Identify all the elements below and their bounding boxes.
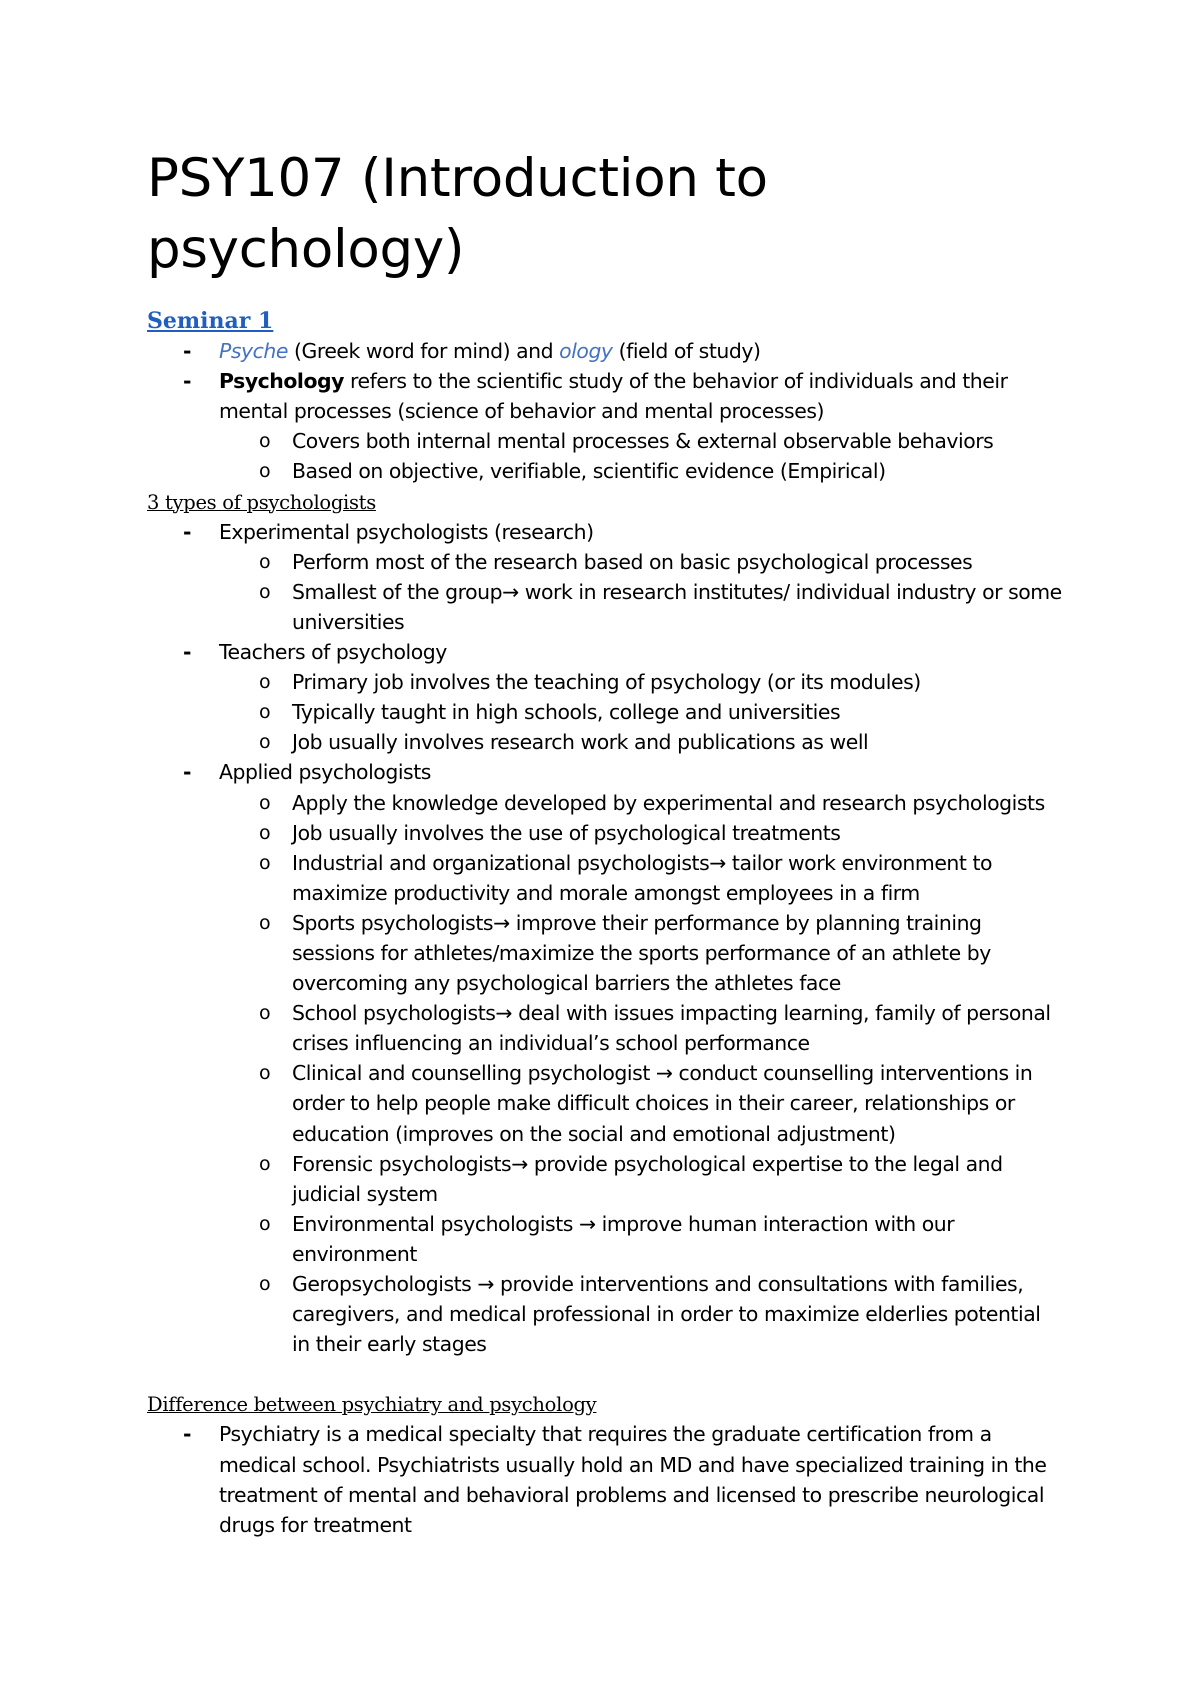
difference-heading-row [147, 1389, 1200, 1419]
type-sublist [219, 547, 1062, 637]
circle-bullet-icon: o [259, 1002, 271, 1025]
list-item [0, 547, 1062, 577]
list-item [0, 848, 1062, 908]
list-item [0, 667, 1062, 697]
circle-bullet-icon: o [259, 701, 271, 724]
list-item [0, 908, 1062, 998]
list-item-text: School psychologists→ deal with issues impacting learning, family of personal crises influencing an individual’s school performance [292, 1001, 1051, 1056]
list-item-text: Primary job involves the teaching of psychology (or its modules) [292, 670, 921, 695]
circle-bullet-icon: o [259, 1152, 271, 1175]
list-item-text: Clinical and counselling psychologist → conduct counselling interventions in order to help people make difficult choices in their career, relationships or education (improves on the social and emotional adjustment) [292, 1061, 1033, 1146]
types-heading-row [147, 487, 1200, 517]
list-item-text: Industrial and organizational psychologists→ tailor work environment to maximize productivity and morale amongst employees in a firm [292, 850, 993, 905]
list-item [0, 1269, 1062, 1359]
list-item-text: Geropsychologists → provide interventions and consultations with families, caregivers, and medical professional in order to maximize elderlies potential in their early stages [292, 1272, 1041, 1357]
dash-bullet-icon: - [183, 369, 192, 394]
list-item-text: Job usually involves research work and publications as well [292, 730, 869, 755]
dash-bullet-icon: - [183, 339, 192, 364]
list-item-text: Covers both internal mental processes & external observable behaviors [292, 429, 994, 454]
list-item [0, 998, 1062, 1058]
list-item [0, 336, 1059, 366]
circle-bullet-icon: o [259, 460, 271, 483]
type-label: Applied psychologists [219, 760, 431, 785]
circle-bullet-icon: o [259, 1212, 271, 1235]
list-item [0, 426, 1062, 456]
list-item-text: Smallest of the group→ work in research institutes/ individual industry or some universities [292, 579, 1062, 634]
circle-bullet-icon: o [259, 821, 271, 844]
circle-bullet-icon: o [259, 911, 271, 934]
list-item-text: Forensic psychologists→ provide psychological expertise to the legal and judicial system [292, 1151, 1003, 1206]
type-label: Experimental psychologists (research) [219, 519, 594, 544]
types-heading: 3 types of psychologists [147, 490, 376, 514]
dash-bullet-icon: - [183, 640, 192, 665]
list-item [0, 697, 1062, 727]
circle-bullet-icon: o [259, 580, 271, 603]
document-title: PSY107 (Introduction to psychology) [147, 148, 768, 280]
dash-bullet-icon: - [183, 519, 192, 544]
type-sublist [219, 788, 1059, 1360]
term-psyche-definition: (Greek word for mind) and [287, 339, 560, 364]
list-item-text: Environmental psychologists → improve human interaction with our environment [292, 1211, 955, 1266]
types-list [0, 517, 1200, 1360]
list-item-text: Sports psychologists→ improve their performance by planning training sessions for athletes/maximize the sports performance of an athlete by overcoming any psychological barriers the athletes face [292, 910, 991, 996]
psychology-sublist [219, 426, 1059, 486]
psychology-definition: refers to the scientific study of the behavior of individuals and their mental processes (science of behavior and mental processes) [219, 369, 1008, 424]
type-sublist [219, 667, 1059, 757]
difference-list [0, 1419, 1200, 1539]
difference-heading: Difference between psychiatry and psychology [147, 1393, 597, 1417]
circle-bullet-icon: o [259, 430, 271, 453]
document-body [0, 306, 1200, 1540]
list-item [0, 1149, 1062, 1209]
list-item [0, 577, 1062, 637]
list-item-text: Typically taught in high schools, college and universities [292, 700, 841, 725]
paragraph-spacer [0, 1359, 1200, 1389]
list-item [0, 1419, 1059, 1539]
circle-bullet-icon: o [259, 550, 271, 573]
type-label: Teachers of psychology [219, 640, 447, 665]
circle-bullet-icon: o [259, 671, 271, 694]
term-psyche: Psyche [219, 339, 288, 364]
list-item-text: Based on objective, verifiable, scientific evidence (Empirical) [292, 459, 886, 484]
circle-bullet-icon: o [259, 1273, 271, 1295]
list-item [0, 366, 1059, 486]
list-item [0, 727, 1062, 757]
circle-bullet-icon: o [259, 731, 271, 754]
list-item-text: Job usually involves the use of psychological treatments [292, 820, 841, 845]
list-item [0, 517, 1062, 637]
list-item [0, 637, 1059, 757]
seminar-heading-row [147, 306, 1200, 336]
list-item [0, 757, 1059, 1359]
circle-bullet-icon: o [259, 791, 271, 814]
list-item-text: Psychiatry is a medical specialty that requires the graduate certification from a medical school. Psychiatrists usually hold an MD and have specialized training in the treatment of mental and behavioral problems and licensed to prescribe neurological drugs for treatment [219, 1422, 1047, 1537]
seminar-heading: Seminar 1 [147, 308, 274, 334]
list-item [0, 818, 1062, 848]
term-ology-definition: (field of study) [612, 339, 761, 364]
circle-bullet-icon: o [259, 1062, 271, 1085]
circle-bullet-icon: o [259, 851, 271, 874]
dash-bullet-icon: - [183, 760, 192, 785]
list-item-text: Apply the knowledge developed by experimental and research psychologists [292, 790, 1045, 815]
term-ology: ology [559, 339, 613, 364]
list-item [0, 456, 1062, 486]
list-item-text: Perform most of the research based on basic psychological processes [292, 549, 973, 574]
list-item [0, 788, 1062, 818]
list-item [0, 1209, 1062, 1269]
list-item [0, 1058, 1062, 1148]
intro-list [0, 336, 1200, 486]
dash-bullet-icon: - [183, 1422, 192, 1447]
term-psychology: Psychology [219, 369, 345, 394]
